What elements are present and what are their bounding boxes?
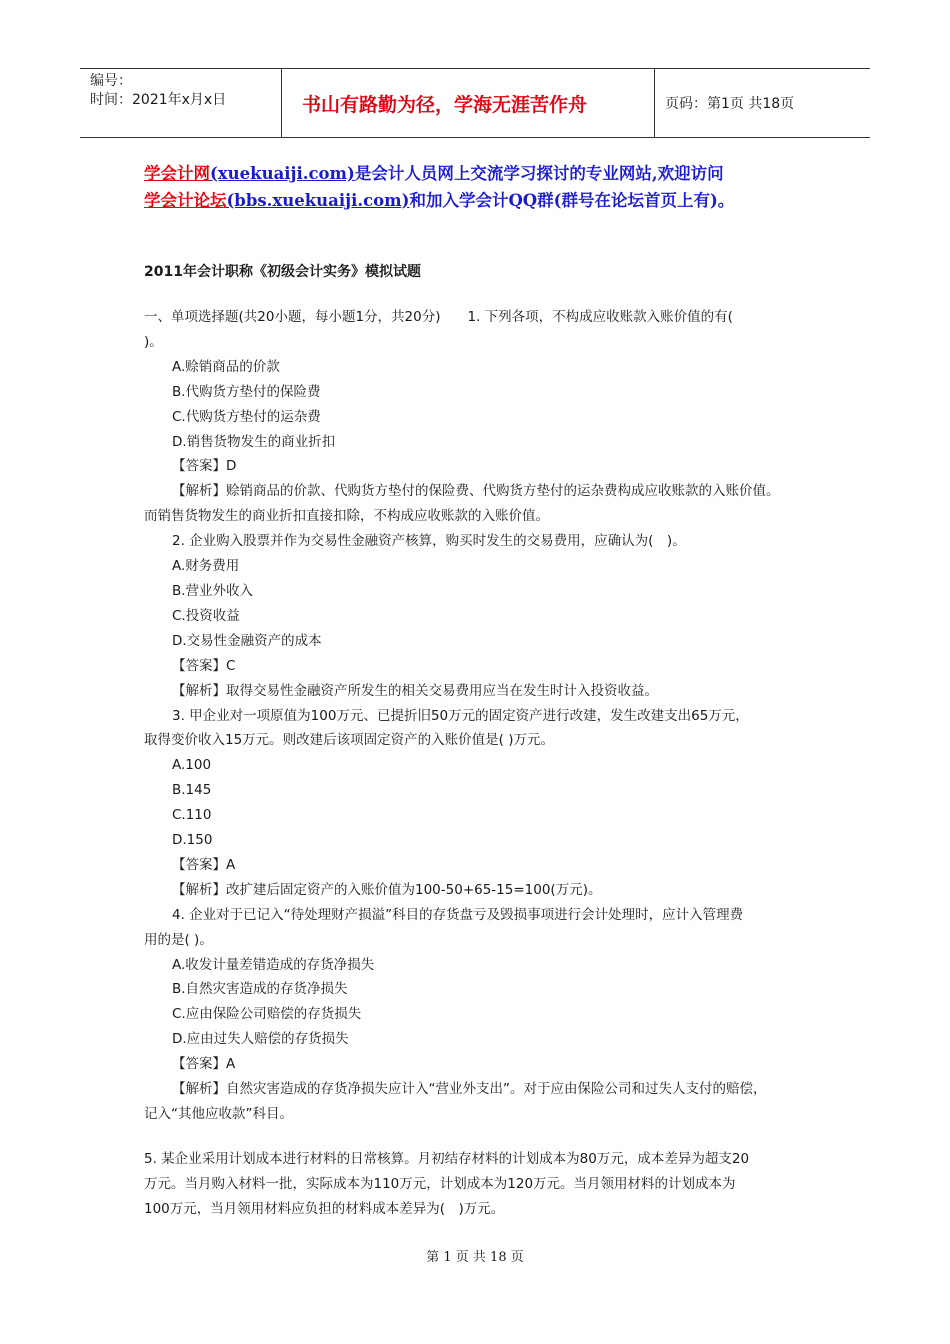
q2-answer: 【答案】C	[172, 657, 236, 674]
q4-answer: 【答案】A	[172, 1056, 236, 1073]
forum-url-link[interactable]: (bbs.xuekuaiji.com)	[226, 191, 410, 210]
q1-option-c: C.代购货方垫付的运杂费	[172, 408, 321, 425]
q1-option-d: D.销售货物发生的商业折扣	[172, 433, 336, 450]
promo-line-2	[144, 187, 844, 214]
q4-option-c: C.应由保险公司赔偿的存货损失	[172, 1006, 362, 1023]
header-page-info: 页码：第1页 共18页	[665, 96, 795, 112]
number-label: 编号：	[90, 73, 132, 89]
q2-analysis: 【解析】取得交易性金融资产所发生的相关交易费用应当在发生时计入投资收益。	[172, 682, 658, 699]
q2-option-a: A.财务费用	[172, 558, 240, 575]
q3-option-c: C.110	[172, 807, 212, 824]
exam-content	[144, 305, 824, 1222]
q1-answer: 【答案】D	[172, 458, 237, 475]
q4-analysis: 【解析】自然灾害造成的存货净损失应计入“营业外支出”。对于应由保险公司和过失人支付的赔偿，	[172, 1081, 767, 1098]
q3-option-a: A.100	[172, 757, 212, 774]
q3-analysis: 【解析】改扩建后固定资产的入账价值为100-50+65-15=100(万元)。	[172, 881, 602, 898]
q1-option-a: A.赊销商品的价款	[172, 358, 280, 375]
q5-stem: 5. 某企业采用计划成本进行材料的日常核算。月初结存材料的计划成本为80万元，成本差异为超支20	[144, 1150, 750, 1167]
q2-option-b: B.营业外收入	[172, 582, 254, 599]
q4-analysis-cont: 记入“其他应收款”科目。	[144, 1106, 293, 1122]
section-intro-cont: )。	[144, 333, 163, 350]
promo-banner	[144, 160, 844, 214]
q1-analysis-cont: 而销售货物发生的商业折扣直接扣除，不构成应收账款的入账价值。	[144, 508, 549, 525]
promo-line-1	[144, 160, 844, 187]
q2-option-d: D.交易性金融资产的成本	[172, 632, 322, 649]
q4-option-b: B.自然灾害造成的存货净损失	[172, 981, 348, 998]
header-motto: 书山有路勤为径，学海无涯苦作舟	[282, 69, 655, 137]
q3-stem-cont: 取得变价收入15万元。则改建后该项固定资产的入账价值是( )万元。	[144, 732, 555, 749]
q2-option-c: C.投资收益	[172, 607, 240, 624]
q1-option-b: B.代购货方垫付的保险费	[172, 383, 321, 400]
promo-line-1-text: 是会计人员网上交流学习探讨的专业网站,欢迎访问	[354, 164, 724, 183]
forum-name-link[interactable]: 学会计论坛	[144, 191, 227, 210]
q1-analysis: 【解析】赊销商品的价款、代购货方垫付的保险费、代购货方垫付的运杂费构成应收账款的入账价值。	[172, 483, 780, 500]
q4-stem: 4. 企业对于已记入“待处理财产损溢”科目的存货盘亏及毁损事项进行会计处理时，应计入管理费	[172, 906, 744, 923]
page-footer: 第 1 页 共 18 页	[426, 1250, 524, 1265]
q5-stem-cont-2: 100万元，当月领用材料应负担的材料成本差异为( )万元。	[144, 1200, 505, 1217]
q4-option-a: A.收发计量差错造成的存货净损失	[172, 956, 375, 973]
document-header	[80, 68, 870, 138]
document-title: 2011年会计职称《初级会计实务》模拟试题	[144, 264, 421, 280]
q3-answer: 【答案】A	[172, 856, 236, 873]
q3-stem: 3. 甲企业对一项原值为100万元、已提折旧50万元的固定资产进行改建，发生改建支出65万元，	[172, 707, 749, 724]
site-url-link[interactable]: (xuekuaiji.com)	[210, 164, 355, 183]
q4-stem-cont: 用的是( )。	[144, 931, 213, 948]
site-name-link[interactable]: 学会计网	[144, 164, 210, 183]
date-label: 时间：2021年x月x日	[90, 92, 227, 108]
q5-stem-cont: 万元。当月购入材料一批，实际成本为110万元，计划成本为120万元。当月领用材料的计划成本为	[144, 1175, 736, 1192]
header-meta-cell	[80, 69, 282, 137]
q2-stem: 2. 企业购入股票并作为交易性金融资产核算，购买时发生的交易费用，应确认为( )。	[172, 533, 686, 550]
q4-option-d: D.应由过失人赔偿的存货损失	[172, 1031, 349, 1048]
q3-option-b: B.145	[172, 782, 212, 799]
q3-option-d: D.150	[172, 832, 213, 849]
section-intro: 一、单项选择题(共20小题，每小题1分，共20分) 1. 下列各项，不构成应收账款入账价值的有(	[144, 309, 733, 325]
promo-line-2-text: 和加入学会计QQ群(群号在论坛首页上有)。	[409, 191, 735, 210]
